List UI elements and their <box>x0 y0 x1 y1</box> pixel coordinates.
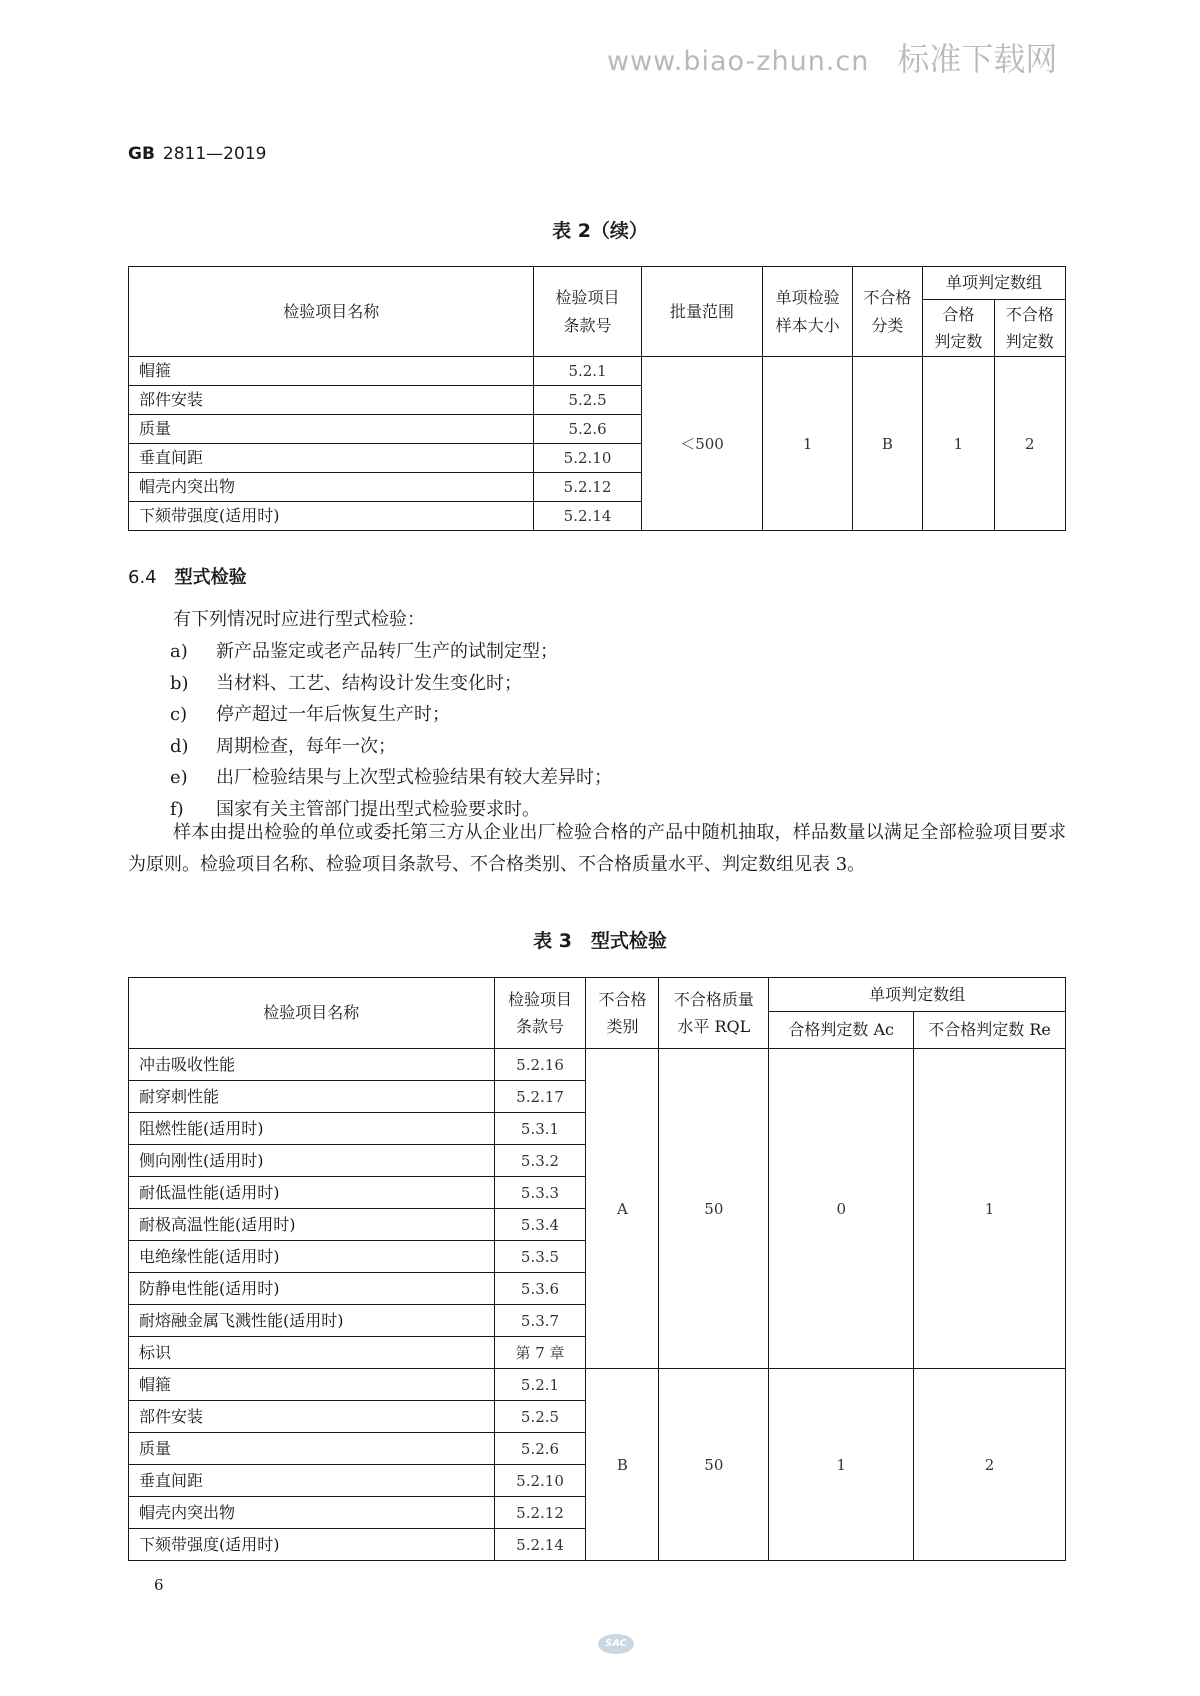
table2-class: B <box>852 357 922 531</box>
table3-item-name: 耐熔融金属飞溅性能(适用时) <box>129 1305 495 1337</box>
sac-logo: SAC <box>598 1634 634 1654</box>
table3-item-clause: 5.3.7 <box>494 1305 586 1337</box>
table3-caption: 表 3 型式检验 <box>533 930 667 952</box>
standard-number: 2811—2019 <box>162 144 267 164</box>
table-row <box>129 1369 1066 1401</box>
list-item-label: a) <box>170 641 188 662</box>
list-item-text: 新产品鉴定或老产品转厂生产的试制定型； <box>216 641 558 662</box>
table2-header-class-line2: 分类 <box>871 315 904 335</box>
table3-item-clause: 5.3.3 <box>494 1177 586 1209</box>
table2-item-name: 帽箍 <box>129 357 534 386</box>
list-item-text: 周期检查，每年一次； <box>216 735 396 757</box>
table2-caption: 表 2（续） <box>552 220 648 242</box>
table3-header-re: 不合格判定数 Re <box>914 1012 1066 1049</box>
table3-header-category-line1: 不合格 <box>598 989 647 1009</box>
table2-item-clause: 5.2.1 <box>534 357 641 386</box>
table2-header-group: 单项判定数组 <box>923 267 1066 300</box>
table2-header-clause-line1: 检验项目 <box>555 288 620 308</box>
table2-header-class <box>852 267 922 357</box>
table3-item-clause: 5.3.5 <box>494 1241 586 1273</box>
table3-header-rql-line2: 水平 RQL <box>677 1017 751 1036</box>
table3-item-name: 阻燃性能(适用时) <box>129 1113 495 1145</box>
section-paragraph: 样本由提出检验的单位或委托第三方从企业出厂检验合格的产品中随机抽取，样品数量以满足全部检验项目要求为原则。检验项目名称、检验项目条款号、不合格类别、不合格质量水平、判定数组见表 3。 <box>128 822 1066 875</box>
table3-item-name: 耐极高温性能(适用时) <box>129 1209 495 1241</box>
list-item-label: c) <box>170 704 188 725</box>
list-item-text: 出厂检验结果与上次型式检验结果有较大差异时； <box>216 767 612 788</box>
table3-item-clause: 5.3.1 <box>494 1113 586 1145</box>
table3-header-group: 单项判定数组 <box>769 978 1066 1012</box>
table3-item-clause: 5.2.17 <box>494 1081 586 1113</box>
table3-item-name: 电绝缘性能(适用时) <box>129 1241 495 1273</box>
table2-item-name: 部件安装 <box>129 386 534 415</box>
table2-item-name: 质量 <box>129 415 534 444</box>
list-item <box>170 731 1070 763</box>
table3-item-name: 冲击吸收性能 <box>129 1049 495 1081</box>
table2-header-sample-line1: 单项检验 <box>775 288 840 308</box>
table3-group-b-rql: 50 <box>659 1369 769 1561</box>
table2-header-ac-line2: 判定数 <box>934 332 983 351</box>
table3-header-clause-line2: 条款号 <box>516 1017 565 1036</box>
table3-header-category-line2: 类别 <box>606 1017 639 1036</box>
table3-item-name: 耐穿刺性能 <box>129 1081 495 1113</box>
table3-item-clause: 5.2.6 <box>494 1433 586 1465</box>
table2-ac: 1 <box>923 357 994 531</box>
table2-item-clause: 5.2.12 <box>534 473 641 502</box>
table3-header-name: 检验项目名称 <box>129 978 495 1049</box>
table2-item-clause: 5.2.14 <box>534 502 641 531</box>
list-item <box>170 668 1070 700</box>
list-item-label: e) <box>170 767 188 788</box>
table3-item-name: 耐低温性能(适用时) <box>129 1177 495 1209</box>
table3-item-clause: 5.2.10 <box>494 1465 586 1497</box>
table3-item-clause: 5.2.16 <box>494 1049 586 1081</box>
table3-item-name: 侧向刚性(适用时) <box>129 1145 495 1177</box>
table3-item-name: 帽壳内突出物 <box>129 1497 495 1529</box>
section-heading: 型式检验 <box>174 567 247 588</box>
table2-header-class-line1: 不合格 <box>863 288 912 308</box>
list-item <box>170 762 1070 794</box>
table3-group-a-ac: 0 <box>769 1049 914 1369</box>
table2-header-batch: 批量范围 <box>641 267 763 357</box>
table2-item-name: 帽壳内突出物 <box>129 473 534 502</box>
table2-item-clause: 5.2.10 <box>534 444 641 473</box>
list-item <box>170 699 1070 731</box>
table3-group-a-rql: 50 <box>659 1049 769 1369</box>
conditions-list <box>170 636 1070 825</box>
table3-item-clause: 5.3.6 <box>494 1273 586 1305</box>
table2-header-re-line1: 不合格 <box>1005 304 1054 324</box>
watermark <box>607 34 1057 80</box>
table3-group-b-category: B <box>586 1369 659 1561</box>
table2-header-re <box>994 300 1065 357</box>
table3-group-a-re: 1 <box>914 1049 1066 1369</box>
table3-item-name: 垂直间距 <box>129 1465 495 1497</box>
table-row <box>129 1049 1066 1081</box>
table3-header-clause-line1: 检验项目 <box>508 989 573 1009</box>
table2-header-sample <box>763 267 852 357</box>
table2-batch-range: ＜500 <box>641 357 763 531</box>
section-intro: 有下列情况时应进行型式检验： <box>173 609 425 630</box>
table3-header-rql-line1: 不合格质量 <box>673 989 754 1009</box>
table3-item-clause: 5.2.14 <box>494 1529 586 1561</box>
table3-item-clause: 5.2.12 <box>494 1497 586 1529</box>
table2 <box>128 266 1066 531</box>
list-item-label: d) <box>170 735 189 757</box>
list-item-label: b) <box>170 672 189 694</box>
table2-item-clause: 5.2.6 <box>534 415 641 444</box>
table3-item-name: 标识 <box>129 1337 495 1369</box>
table-row <box>129 357 1066 386</box>
table2-item-name: 垂直间距 <box>129 444 534 473</box>
page-number: 6 <box>154 1576 164 1594</box>
section-number: 6.4 <box>128 567 157 588</box>
table2-header-sample-line2: 样本大小 <box>775 315 840 335</box>
list-item-text: 当材料、工艺、结构设计发生变化时； <box>216 672 522 694</box>
table3-item-clause: 5.3.4 <box>494 1209 586 1241</box>
table3-item-name: 防静电性能(适用时) <box>129 1273 495 1305</box>
table2-header-clause <box>534 267 641 357</box>
table3-item-name: 帽箍 <box>129 1369 495 1401</box>
watermark-site-name: 标准下载网 <box>897 40 1058 78</box>
table3-item-clause: 5.2.5 <box>494 1401 586 1433</box>
table2-header-ac <box>923 300 994 357</box>
section-title <box>128 563 247 589</box>
table3-item-clause: 第 7 章 <box>494 1337 586 1369</box>
table2-re: 2 <box>994 357 1065 531</box>
table2-header-re-line2: 判定数 <box>1005 332 1054 351</box>
table3-group-b-re: 2 <box>914 1369 1066 1561</box>
list-item-text: 停产超过一年后恢复生产时； <box>216 704 450 725</box>
list-item-text: 国家有关主管部门提出型式检验要求时。 <box>216 798 540 820</box>
table3-header-ac: 合格判定数 Ac <box>769 1012 914 1049</box>
table2-item-name: 下颏带强度(适用时) <box>129 502 534 531</box>
table3-item-clause: 5.2.1 <box>494 1369 586 1401</box>
table3-group-a-category: A <box>586 1049 659 1369</box>
table3 <box>128 977 1066 1561</box>
table2-sample-size: 1 <box>763 357 852 531</box>
table3-item-name: 质量 <box>129 1433 495 1465</box>
table3-header-rql <box>659 978 769 1049</box>
table3-group-b-ac: 1 <box>769 1369 914 1561</box>
table2-header-name: 检验项目名称 <box>129 267 534 357</box>
table2-header-clause-line2: 条款号 <box>563 315 612 335</box>
table2-header-ac-line1: 合格 <box>942 304 975 324</box>
list-item <box>170 636 1070 668</box>
table3-item-clause: 5.3.2 <box>494 1145 586 1177</box>
table2-item-clause: 5.2.5 <box>534 386 641 415</box>
table3-item-name: 下颏带强度(适用时) <box>129 1529 495 1561</box>
standard-prefix: GB <box>128 144 155 164</box>
table3-header-clause <box>494 978 586 1049</box>
standard-code <box>128 144 266 164</box>
watermark-url: www.biao-zhun.cn <box>607 46 870 77</box>
table3-item-name: 部件安装 <box>129 1401 495 1433</box>
table3-header-category <box>586 978 659 1049</box>
list-item-label: f) <box>170 798 184 820</box>
